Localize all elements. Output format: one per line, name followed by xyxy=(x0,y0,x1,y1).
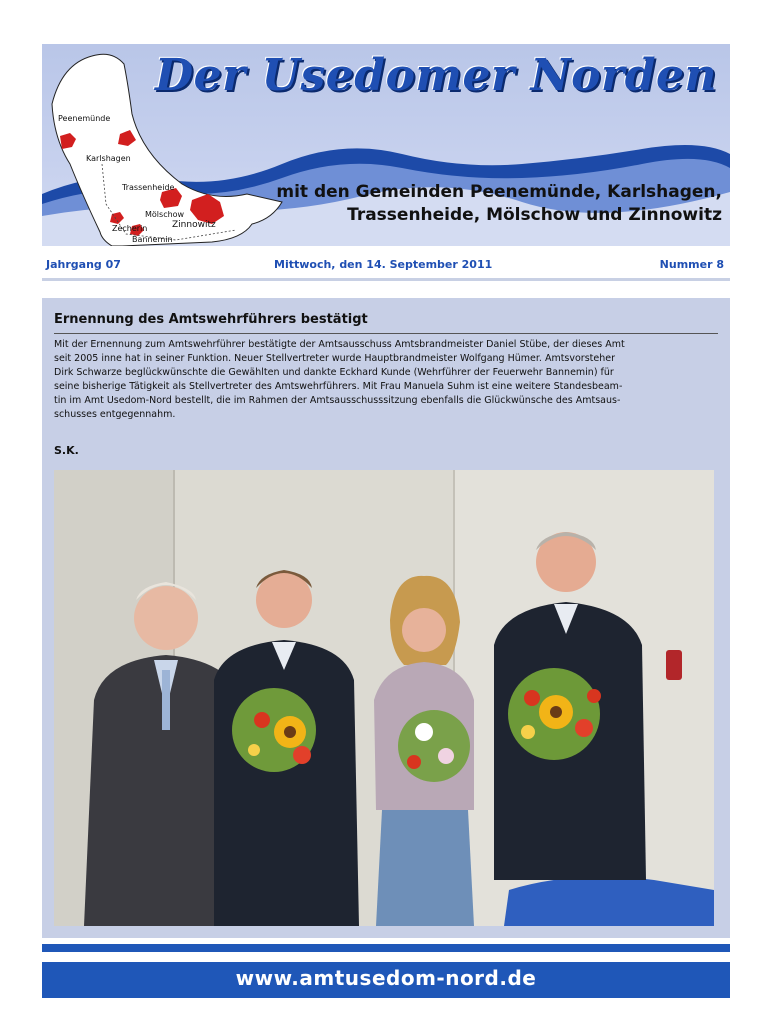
article-line: seine bisherige Tätigkeit als Stellvertreter des Amtswehrführers. Mit Frau Manuela Suhm ist eine weitere Standesbeam- xyxy=(54,381,623,392)
map-label-zecherin: Zecherin xyxy=(112,224,148,233)
map-label-moelschow: Mölschow xyxy=(145,210,185,219)
issue-volume: Jahrgang 07 xyxy=(46,258,121,271)
issue-date: Mittwoch, den 14. September 2011 xyxy=(274,258,493,271)
article-title-rule xyxy=(54,333,718,334)
map-label-peenemuende: Peenemünde xyxy=(58,114,111,123)
header-divider xyxy=(42,278,730,281)
issue-info-bar xyxy=(42,254,730,276)
article-line: Dirk Schwarze beglückwünschte die Gewählten und dankte Eckhard Kunde (Wehrführer der Feuerwehr Bannemin) für xyxy=(54,367,614,378)
masthead xyxy=(42,44,730,246)
article-body xyxy=(54,338,718,422)
article-title: Ernennung des Amtswehrführers bestätigt xyxy=(54,312,368,327)
newspaper-subtitle xyxy=(242,181,722,227)
footer-stripe xyxy=(42,944,730,952)
article-line: Mit der Ernennung zum Amtswehrführer bestätigte der Amtsausschuss Amtsbrandmeister Daniel Stübe, der dieses Amt xyxy=(54,339,625,350)
photo-illustration xyxy=(54,470,714,926)
website-link[interactable]: www.amtusedom-nord.de xyxy=(235,966,537,990)
issue-number: Nummer 8 xyxy=(659,258,724,271)
subtitle-line-2: Trassenheide, Mölschow und Zinnowitz xyxy=(347,205,722,225)
footer-bar xyxy=(42,962,730,998)
map-label-zinnowitz: Zinnowitz xyxy=(172,220,216,230)
subtitle-line-1: mit den Gemeinden Peenemünde, Karlshagen, xyxy=(276,182,722,202)
map-label-karlshagen: Karlshagen xyxy=(86,154,131,163)
article-photo xyxy=(54,470,714,926)
map-label-bannemin: Bannemin xyxy=(132,235,173,244)
article-line: seit 2005 inne hat in seiner Funktion. Neuer Stellvertreter wurde Hauptbrandmeister Wolfgang Hümer. Amtsvorsteher xyxy=(54,353,616,364)
article-line: tin im Amt Usedom-Nord bestellt, die im Rahmen der Amtsausschusssitzung ebenfalls die Glückwünsche des Amtsaus- xyxy=(54,395,621,406)
article-author: S.K. xyxy=(54,444,79,457)
map-label-trassenheide: Trassenheide xyxy=(122,183,175,192)
article-line: schusses entgegennahm. xyxy=(54,409,176,420)
newspaper-title: Der Usedomer Norden xyxy=(155,50,717,101)
